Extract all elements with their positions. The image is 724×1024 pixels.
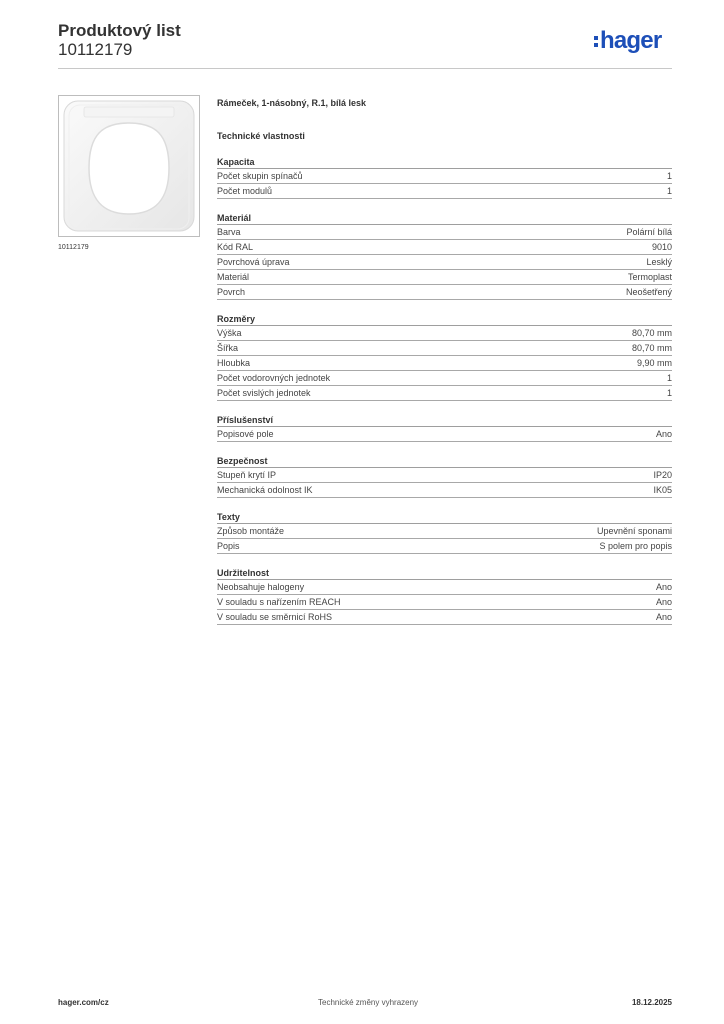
frame-1-gang-icon — [59, 96, 199, 236]
page-title: Produktový list — [58, 21, 181, 40]
spec-row — [217, 169, 672, 184]
section-title: Udržitelnost — [217, 567, 672, 580]
spec-label: Mechanická odolnost IK — [217, 485, 313, 495]
spec-value: Ano — [655, 582, 672, 592]
spec-label: V souladu se směrnicí RoHS — [217, 612, 333, 622]
spec-label: Šířka — [217, 343, 239, 353]
spec-value: IK05 — [653, 485, 672, 495]
spec-row — [217, 468, 672, 483]
logo-dots-icon — [594, 36, 598, 50]
spec-value: Ano — [655, 612, 672, 622]
spec-value: 80,70 mm — [631, 328, 672, 338]
spec-row — [217, 356, 672, 371]
hager-logo — [594, 27, 674, 57]
spec-row — [217, 341, 672, 356]
spec-label: V souladu s nařízením REACH — [217, 597, 341, 607]
spec-row — [217, 580, 672, 595]
spec-label: Stupeň krytí IP — [217, 470, 277, 480]
spec-row — [217, 371, 672, 386]
spec-value: 1 — [666, 373, 672, 383]
section-title: Rozměry — [217, 313, 672, 326]
section-sustainability — [217, 567, 672, 625]
specification — [217, 96, 672, 625]
section-title: Bezpečnost — [217, 455, 672, 468]
spec-value: IP20 — [653, 470, 672, 480]
spec-label: Neobsahuje halogeny — [217, 582, 305, 592]
spec-row — [217, 285, 672, 300]
spec-value: Ano — [655, 429, 672, 439]
product-image — [58, 95, 200, 237]
section-title: Kapacita — [217, 156, 672, 169]
spec-value: 9,90 mm — [636, 358, 672, 368]
spec-label: Povrchová úprava — [217, 257, 290, 267]
spec-label: Počet svislých jednotek — [217, 388, 311, 398]
spec-value: Termoplast — [627, 272, 672, 282]
section-texts — [217, 511, 672, 554]
header-divider — [58, 68, 672, 69]
spec-label: Počet vodorovných jednotek — [217, 373, 331, 383]
spec-row — [217, 270, 672, 285]
spec-value: 80,70 mm — [631, 343, 672, 353]
footer-website: hager.com/cz — [58, 998, 109, 1007]
section-accessories — [217, 414, 672, 442]
spec-row — [217, 610, 672, 625]
technical-properties-heading: Technické vlastnosti — [217, 131, 305, 141]
product-name: Rámeček, 1-násobný, R.1, bílá lesk — [217, 98, 367, 108]
spec-row — [217, 240, 672, 255]
spec-value: 1 — [666, 186, 672, 196]
spec-value: Neošetřený — [625, 287, 672, 297]
section-material — [217, 212, 672, 300]
product-id: 10112179 — [58, 40, 133, 59]
spec-value: Upevnění sponami — [596, 526, 672, 536]
section-title: Příslušenství — [217, 414, 672, 427]
spec-row — [217, 255, 672, 270]
spec-row — [217, 595, 672, 610]
section-capacity — [217, 156, 672, 199]
spec-value: 1 — [666, 388, 672, 398]
spec-label: Barva — [217, 227, 241, 237]
spec-row — [217, 427, 672, 442]
image-caption: 10112179 — [58, 244, 89, 251]
section-safety — [217, 455, 672, 498]
spec-value: Lesklý — [646, 257, 672, 267]
section-title: Materiál — [217, 212, 672, 225]
spec-label: Počet skupin spínačů — [217, 171, 303, 181]
spec-label: Kód RAL — [217, 242, 254, 252]
footer-date: 18.12.2025 — [631, 998, 672, 1007]
spec-row — [217, 483, 672, 498]
spec-row — [217, 539, 672, 554]
spec-row — [217, 386, 672, 401]
footer-note: Technické změny vyhrazeny — [318, 998, 419, 1007]
logo-text: hager — [600, 27, 662, 54]
spec-row — [217, 326, 672, 341]
spec-label: Výška — [217, 328, 242, 338]
spec-row — [217, 225, 672, 240]
spec-value: 9010 — [651, 242, 672, 252]
spec-label: Hloubka — [217, 358, 251, 368]
spec-label: Materiál — [217, 272, 250, 282]
spec-value: Ano — [655, 597, 672, 607]
section-dimensions — [217, 313, 672, 401]
spec-label: Počet modulů — [217, 186, 273, 196]
spec-label: Popis — [217, 541, 240, 551]
spec-label: Povrch — [217, 287, 246, 297]
spec-row — [217, 524, 672, 539]
spec-label: Popisové pole — [217, 429, 274, 439]
spec-value: Polární bílá — [626, 227, 672, 237]
spec-value: S polem pro popis — [599, 541, 672, 551]
spec-label: Způsob montáže — [217, 526, 285, 536]
spec-row — [217, 184, 672, 199]
spec-value: 1 — [666, 171, 672, 181]
section-title: Texty — [217, 511, 672, 524]
